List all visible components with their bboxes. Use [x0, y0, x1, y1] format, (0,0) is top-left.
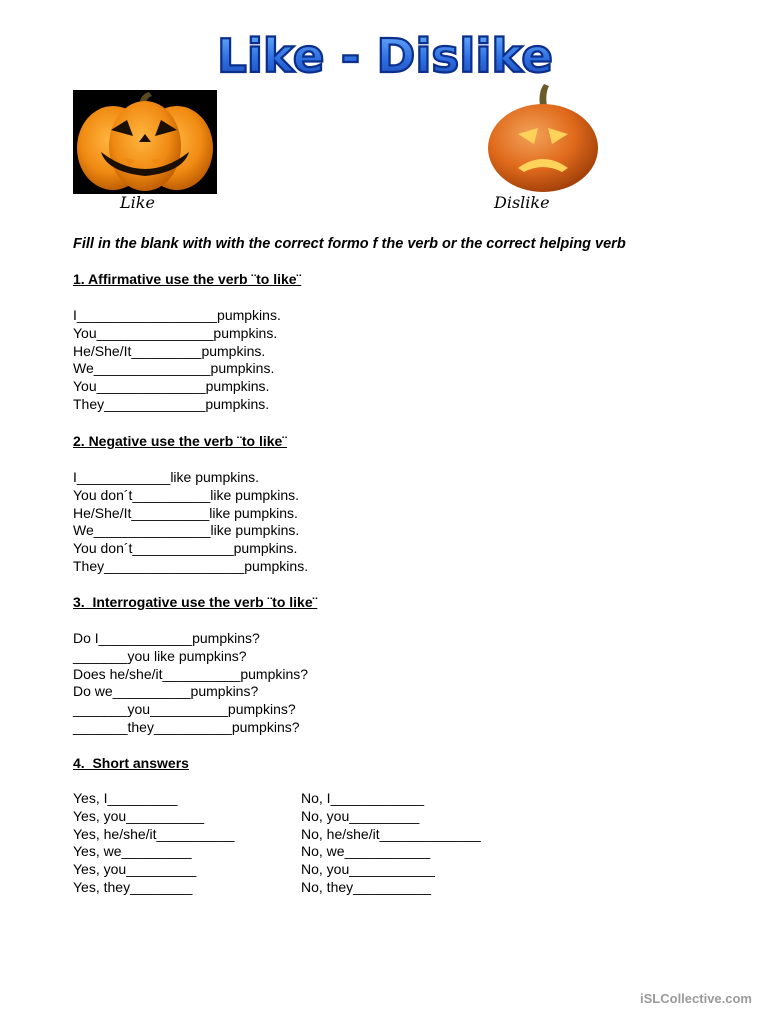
exercise-line: I____________like pumpkins. — [73, 469, 260, 485]
exercise-line: No, you___________ — [301, 861, 435, 878]
watermark: iSLCollective.com — [640, 991, 752, 1006]
exercise-line: You don´t_____________pumpkins. — [73, 540, 298, 557]
sad-pumpkin-image — [478, 84, 608, 194]
exercise-line: I__________________pumpkins. — [73, 307, 281, 323]
exercise-line: _______you like pumpkins? — [73, 647, 247, 664]
short-answers-no-column — [301, 790, 481, 897]
exercise-line: Do I____________pumpkins? — [73, 630, 260, 646]
exercise-line: Yes, you_________ — [73, 861, 197, 878]
like-caption: Like — [120, 193, 155, 212]
section-negative — [73, 433, 308, 576]
exercise-line: Yes, he/she/it__________ — [73, 825, 235, 842]
exercise-line: No, he/she/it_____________ — [301, 825, 481, 842]
exercise-line: No, I____________ — [301, 790, 424, 806]
section-heading: 2. Negative use the verb ¨to like¨ — [73, 433, 287, 449]
exercise-line: You______________pumpkins. — [73, 378, 270, 395]
exercise-line: You don´t__________like pumpkins. — [73, 486, 299, 503]
exercise-line: Do we__________pumpkins? — [73, 683, 259, 700]
exercise-line: No, they__________ — [301, 878, 431, 895]
exercise-line: He/She/It__________like pumpkins. — [73, 504, 298, 521]
section-short-answers — [73, 755, 189, 773]
exercise-line: No, we___________ — [301, 843, 431, 860]
exercise-line: Yes, we_________ — [73, 843, 192, 860]
section-interrogative — [73, 594, 317, 737]
section-heading: 4. Short answers — [73, 755, 189, 771]
exercise-line: Yes, you__________ — [73, 807, 205, 824]
exercise-line: They_____________pumpkins. — [73, 395, 270, 412]
exercise-line: They__________________pumpkins. — [73, 557, 309, 574]
exercise-line: No, you_________ — [301, 807, 420, 824]
dislike-caption: Dislike — [494, 193, 550, 212]
exercise-line: _______you__________pumpkins? — [73, 701, 296, 718]
section-heading: 3. Interrogative use the verb ¨to like¨ — [73, 594, 318, 610]
section-heading: 1. Affirmative use the verb ¨to like¨ — [73, 271, 302, 287]
exercise-line: Yes, they________ — [73, 878, 193, 895]
title-text: Like - Dislike — [217, 29, 553, 83]
exercise-line: We_______________pumpkins. — [73, 360, 275, 377]
exercise-line: You_______________pumpkins. — [73, 324, 278, 341]
short-answers-yes-column — [73, 790, 234, 897]
exercise-line: Yes, I_________ — [73, 790, 178, 806]
exercise-line: We_______________like pumpkins. — [73, 522, 300, 539]
instruction-text: Fill in the blank with with the correct formo f the verb or the correct helping verb — [73, 236, 626, 252]
exercise-line: _______they__________pumpkins? — [73, 718, 300, 735]
exercise-line: Does he/she/it__________pumpkins? — [73, 665, 309, 682]
exercise-line: He/She/It_________pumpkins. — [73, 342, 266, 359]
section-affirmative — [73, 271, 301, 414]
happy-pumpkin-image — [73, 90, 217, 194]
worksheet-title — [210, 28, 560, 86]
